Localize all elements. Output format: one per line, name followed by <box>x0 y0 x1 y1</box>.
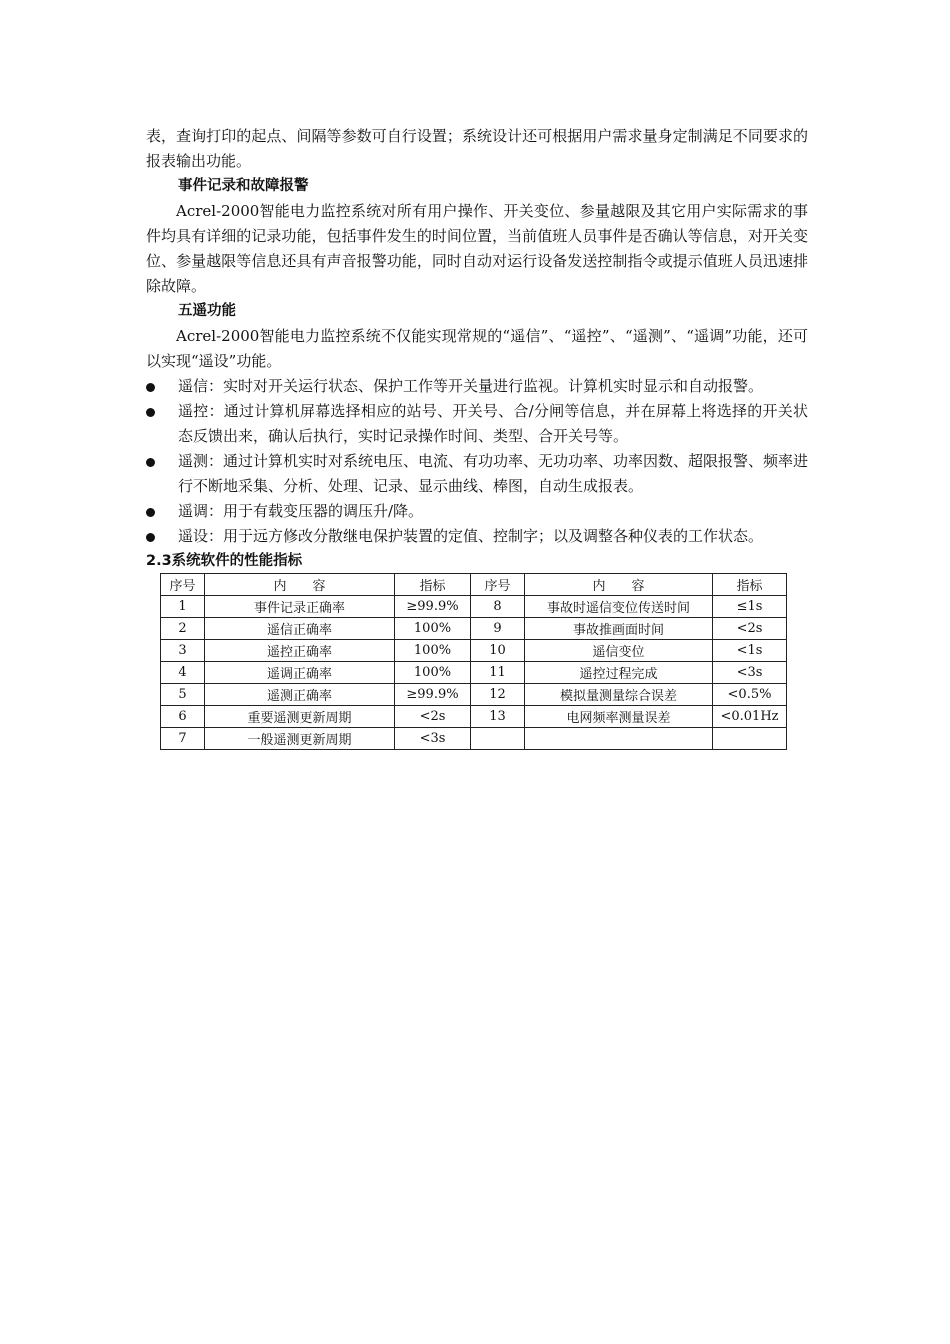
header-cell: 序号 <box>161 574 205 596</box>
event-heading: 事件记录和故障报警 <box>178 178 309 194</box>
table-cell: 事件记录正确率 <box>205 596 395 618</box>
list-item: 遥测：通过计算机实时对系统电压、电流、有功功率、无功功率、功率因数、超限报警、频率进行不断地采集、分析、处理、记录、显示曲线、棒图，自动生成报表。 <box>146 449 808 499</box>
table-cell: 遥控过程完成 <box>525 662 713 684</box>
table-cell: 事故时遥信变位传送时间 <box>525 596 713 618</box>
table-cell: 电网频率测量误差 <box>525 706 713 728</box>
table-header-row <box>161 574 787 596</box>
list-item: 遥设：用于远方修改分散继电保护装置的定值、控制字；以及调整各种仪表的工作状态。 <box>146 524 808 549</box>
header-cell: 内 容 <box>525 574 713 596</box>
table-cell: 12 <box>471 684 525 706</box>
table-row <box>161 662 787 684</box>
table-cell: <3s <box>713 662 787 684</box>
performance-table <box>160 573 787 750</box>
remote-function-list <box>146 374 808 549</box>
event-paragraph: Acrel-2000智能电力监控系统对所有用户操作、开关变位、参量越限及其它用户实际需求的事件均具有详细的记录功能，包括事件发生的时间位置，当前值班人员事件是否确认等信息，对开关变位、参量越限等信息还具有声音报警功能，同时自动对运行设备发送控制指令或提示值班人员迅速排除故障。 <box>146 202 808 295</box>
header-cell: 指标 <box>713 574 787 596</box>
header-cell: 内 容 <box>205 574 395 596</box>
table-cell: <0.5% <box>713 684 787 706</box>
table-cell: 10 <box>471 640 525 662</box>
table-cell: 8 <box>471 596 525 618</box>
bullet-icon <box>146 508 155 517</box>
table-cell: 5 <box>161 684 205 706</box>
table-cell <box>471 728 525 750</box>
remote-paragraph: Acrel-2000智能电力监控系统不仅能实现常规的“遥信”、“遥控”、“遥测”、“遥调”功能，还可以实现“遥设”功能。 <box>146 327 808 370</box>
list-item: 遥调：用于有载变压器的调压升/降。 <box>146 499 808 524</box>
table-cell: 模拟量测量综合误差 <box>525 684 713 706</box>
table-cell: 遥控正确率 <box>205 640 395 662</box>
table-cell: 遥信正确率 <box>205 618 395 640</box>
table-row <box>161 728 787 750</box>
bullet-icon <box>146 383 155 392</box>
table-cell: 遥信变位 <box>525 640 713 662</box>
list-item: 遥控：通过计算机屏幕选择相应的站号、开关号、合/分闸等信息，并在屏幕上将选择的开关状态反馈出来，确认后执行，实时记录操作时间、类型、合开关号等。 <box>146 399 808 449</box>
table-row <box>161 684 787 706</box>
list-item: 遥信：实时对开关运行状态、保护工作等开关量进行监视。计算机实时显示和自动报警。 <box>146 374 808 399</box>
table-cell: 100% <box>395 662 471 684</box>
table-section-title: 2.3系统软件的性能指标 <box>146 553 303 569</box>
table-cell: 事故推画面时间 <box>525 618 713 640</box>
header-cell: 指标 <box>395 574 471 596</box>
table-cell: 遥调正确率 <box>205 662 395 684</box>
table-cell: 2 <box>161 618 205 640</box>
table-cell: 重要遥测更新周期 <box>205 706 395 728</box>
table-cell: 100% <box>395 640 471 662</box>
table-cell: ≥99.9% <box>395 684 471 706</box>
table-cell: ≤1s <box>713 596 787 618</box>
table-cell: <2s <box>713 618 787 640</box>
table-cell: <2s <box>395 706 471 728</box>
table-cell: <3s <box>395 728 471 750</box>
table-row <box>161 706 787 728</box>
bullet-icon <box>146 533 155 542</box>
table-cell: <0.01Hz <box>713 706 787 728</box>
table-row <box>161 596 787 618</box>
table-row <box>161 640 787 662</box>
table-cell: 一般遥测更新周期 <box>205 728 395 750</box>
document-page <box>146 124 808 750</box>
table-row <box>161 618 787 640</box>
table-cell: 9 <box>471 618 525 640</box>
table-cell: 1 <box>161 596 205 618</box>
table-cell: 6 <box>161 706 205 728</box>
intro-paragraph: 表，查询打印的起点、间隔等参数可自行设置；系统设计还可根据用户需求量身定制满足不同要求的报表输出功能。 <box>146 127 808 170</box>
table-cell: 4 <box>161 662 205 684</box>
bullet-icon <box>146 458 155 467</box>
bullet-icon <box>146 408 155 417</box>
table-cell: ≥99.9% <box>395 596 471 618</box>
table-body <box>161 596 787 750</box>
header-cell: 序号 <box>471 574 525 596</box>
table-cell: 3 <box>161 640 205 662</box>
table-cell <box>525 728 713 750</box>
table-cell: 13 <box>471 706 525 728</box>
table-cell: 7 <box>161 728 205 750</box>
table-cell: 100% <box>395 618 471 640</box>
table-cell <box>713 728 787 750</box>
table-cell: 11 <box>471 662 525 684</box>
table-cell: 遥测正确率 <box>205 684 395 706</box>
table-cell: <1s <box>713 640 787 662</box>
remote-heading: 五遥功能 <box>178 303 236 319</box>
